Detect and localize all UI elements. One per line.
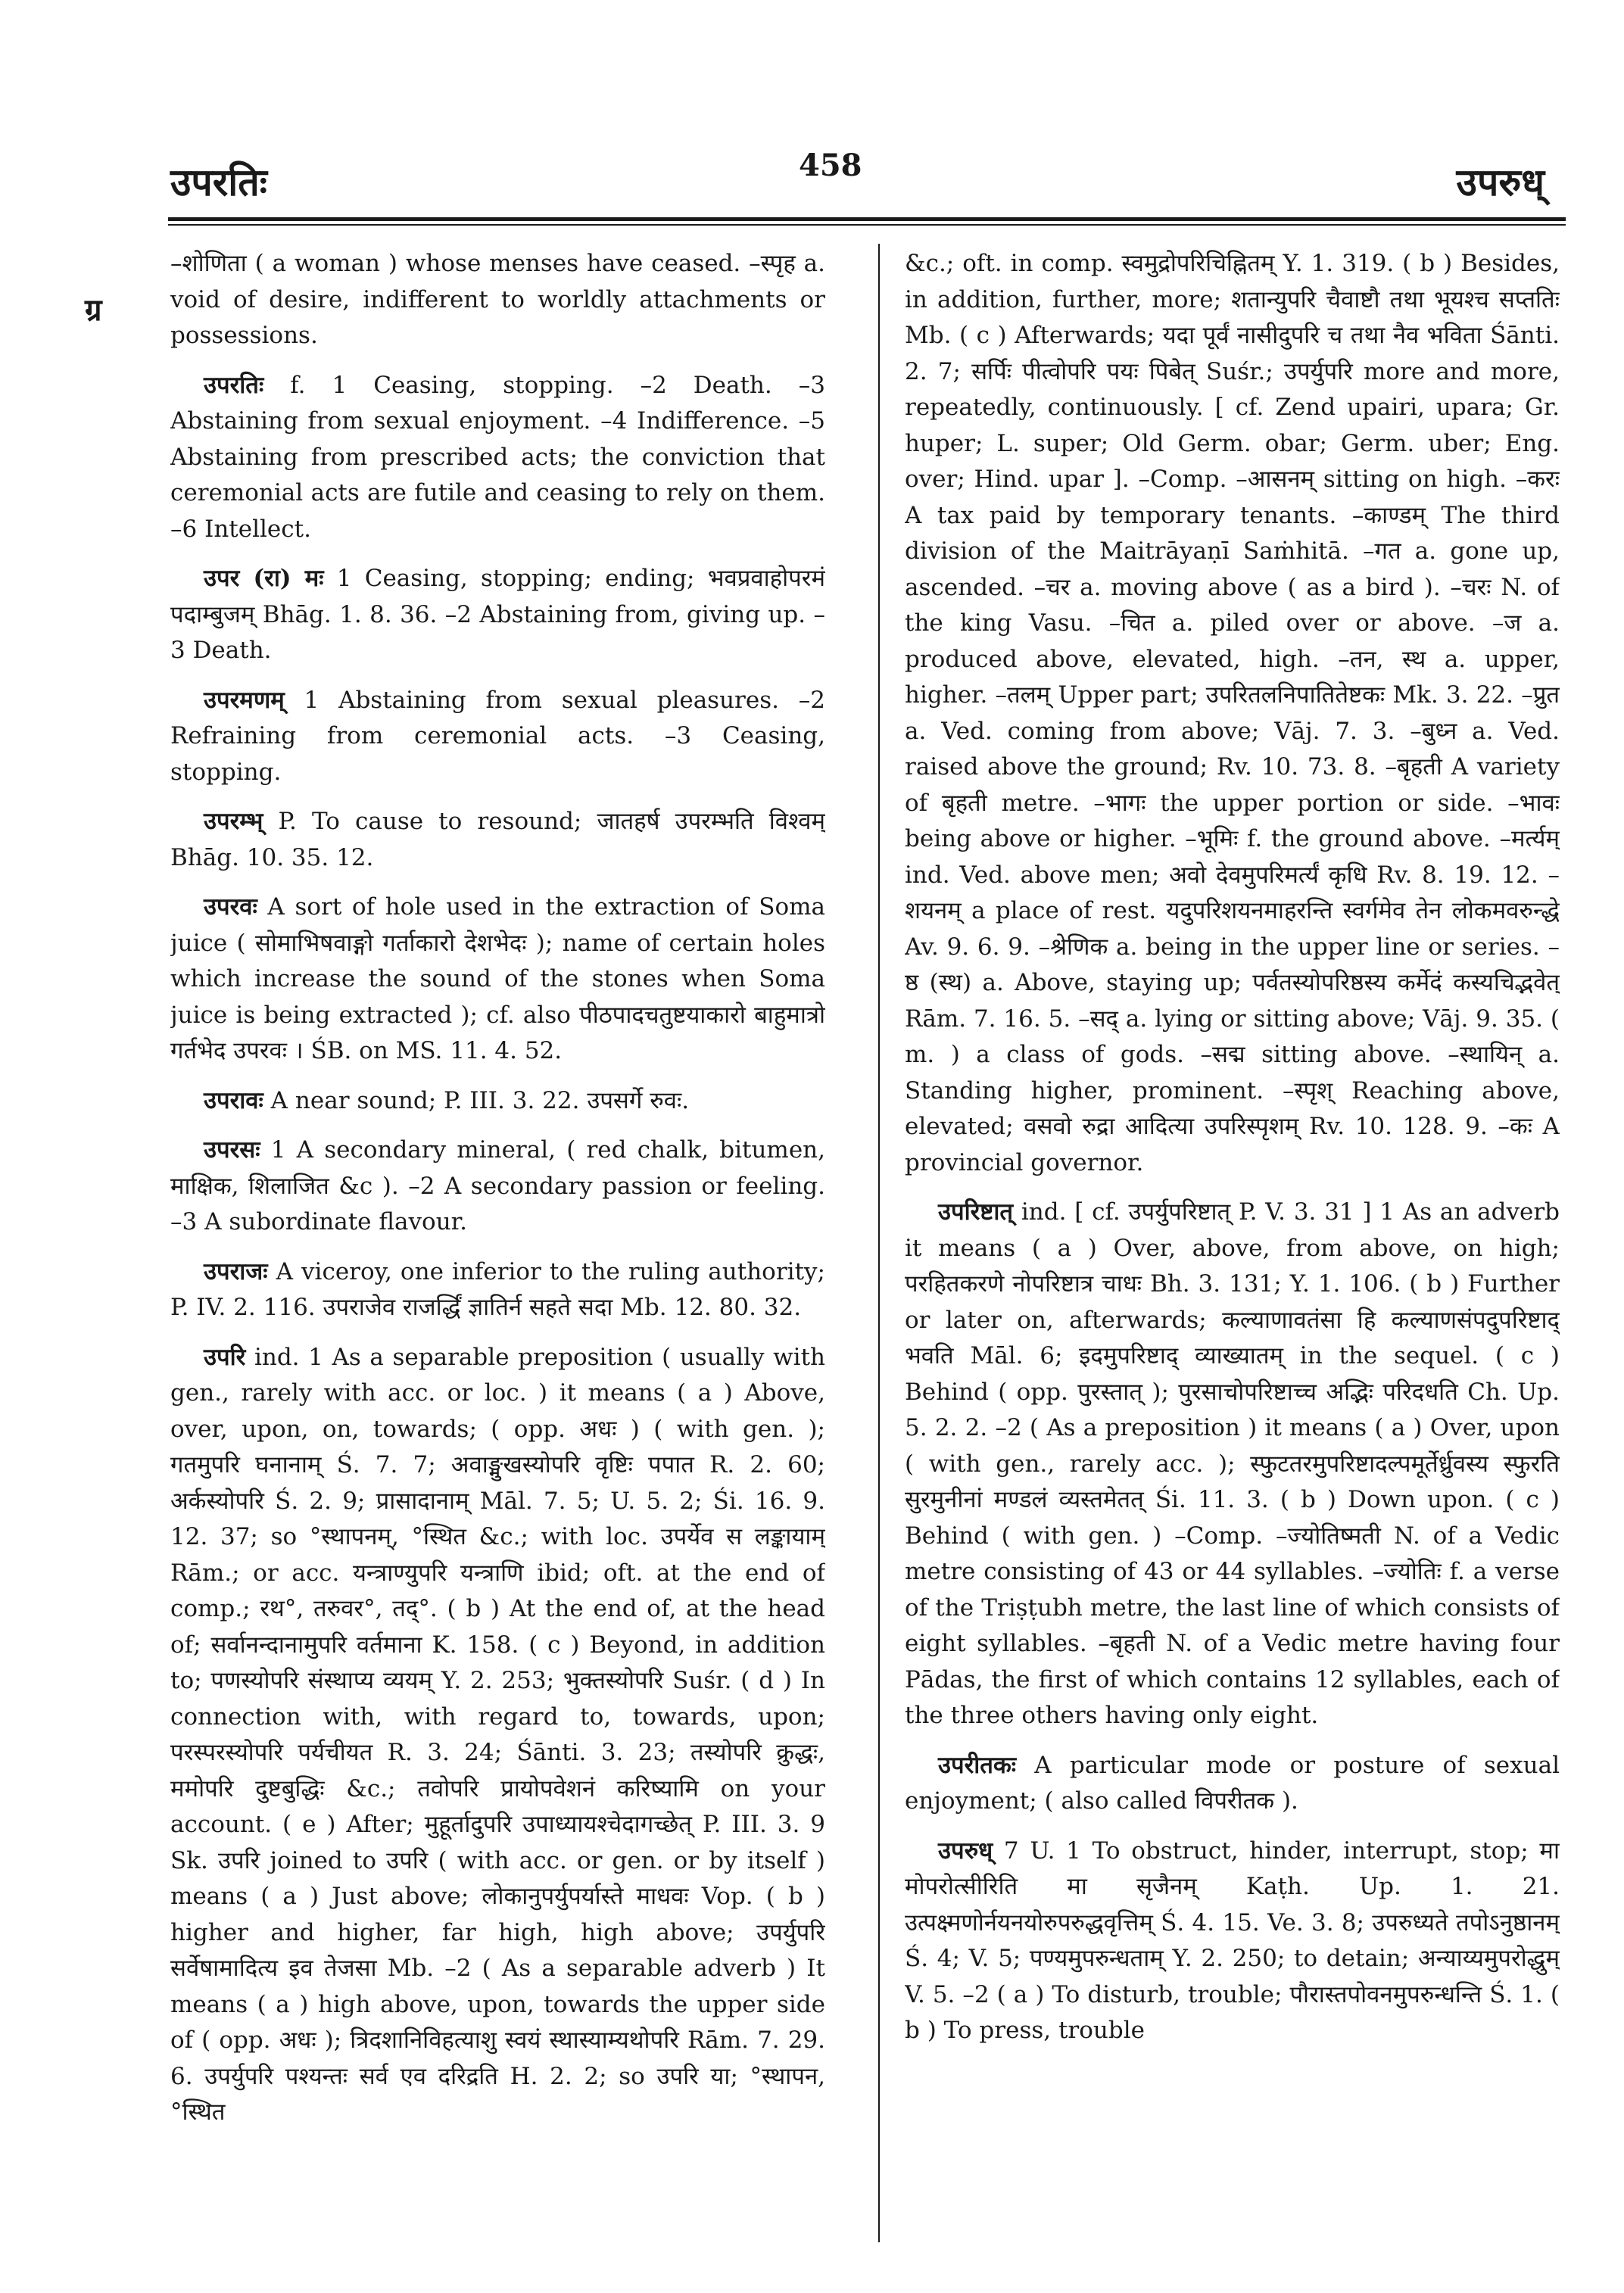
entry-definition: 1 A secondary mineral, ( red chalk, bitumen, माक्षिक, शिलाजित &c ). –2 A secondary passion or feeling. –3 A subordinate flavour. — [170, 1136, 825, 1235]
right-column — [905, 246, 1560, 2252]
dictionary-entry — [905, 1748, 1560, 1820]
left-column — [170, 246, 825, 2252]
entry-definition: 1 Ceasing, stopping; ending; भवप्रवाहोपरमं पदाम्बुजम् Bhāg. 1. 8. 36. –2 Abstaining from, giving up. –3 Death. — [170, 565, 825, 664]
entry-headword: उपर (रा) मः — [204, 565, 324, 592]
entry-definition: A particular mode or posture of sexual enjoyment; ( also called विपरीतक ). — [905, 1751, 1560, 1815]
entry-headword: उपरमणम् — [204, 686, 285, 714]
page-number: 458 — [799, 148, 862, 183]
entry-headword: उपरि — [204, 1343, 246, 1371]
entry-headword: उपरावः — [204, 1086, 263, 1114]
header-rule-thin — [168, 224, 1566, 226]
dictionary-entry — [905, 1833, 1560, 2049]
entry-headword: उपरीतकः — [938, 1751, 1017, 1779]
entry-definition: ind. 1 As a separable preposition ( usually with gen., rarely with acc. or loc. ) it means ( a ) Above, over, upon, on, towards; ( opp. अधः ) ( with gen. ); गतमुपरि घनानाम् Ś. 7. 7; अवाङ्मुखस्योपरि वृष्टिः पपात R. 2. 60; अर्कस्योपरि Ś. 2. 9; प्रासादानाम् Māl. 7. 5; U. 5. 2; Śi. 16. 9. 12. 37; so °स्थापनम्, °स्थित &c.; with loc. उपर्येव स लङ्कायाम् Rām.; or acc. यन्त्राण्युपरि यन्त्राणि ibid; oft. at the end of comp.; रथ°, तरुवर°, तद्°. ( b ) At the end of, at the head of; सर्वानन्दानामुपरि वर्तमाना K. 158. ( c ) Beyond, in addition to; पणस्योपरि संस्थाप्य व्ययम् Y. 2. 253; भुक्तस्योपरि Suśr. ( d ) In connection with, with regard to, towards, upon; परस्परस्योपरि पर्यचीयत R. 3. 24; Śānti. 3. 23; तस्योपरि क्रुद्धः, ममोपरि दुष्टबुद्धिः &c.; तवोपरि प्रायोपवेशनं करिष्यामि on your account. ( e ) After; मुहूर्तादुपरि उपाध्यायश्चेदागच्छेत् P. III. 3. 9 Sk. उपरि joined to उपरि ( with acc. or gen. or by itself ) means ( a ) Just above; लोकानुपर्युपर्यास्ते माधवः Vop. ( b ) higher and higher, far high, high above; उपर्युपरि सर्वेषामादित्य इव तेजसा Mb. –2 ( As a separable adverb ) It means ( a ) high above, upon, towards the upper side of ( opp. अधः ); त्रिदशानिविहत्याशु स्वयं स्थास्याम्यथोपरि Rām. 7. 29. 6. उपर्युपरि पश्यन्तः सर्व एव दरिद्रति H. 2. 2; so उपरि या; °स्थापन, °स्थित — [170, 1343, 825, 2126]
dictionary-entry — [170, 1132, 825, 1241]
entry-definition: A viceroy, one inferior to the ruling authority; P. IV. 2. 116. उपराजेव राजर्द्धिं ज्ञातिर्न सहते सदा Mb. 12. 80. 32. — [170, 1257, 825, 1321]
margin-stamp: ग्र — [85, 292, 102, 328]
dictionary-entry — [170, 1254, 825, 1326]
entry-headword: उपरसः — [204, 1136, 260, 1164]
entry-definition: A near sound; P. III. 3. 22. उपसर्गे रुवः. — [263, 1086, 690, 1114]
entry-definition: f. 1 Ceasing, stopping. –2 Death. –3 Abstaining from sexual enjoyment. –4 Indifference. –5 Abstaining from prescribed acts; the conviction that ceremonial acts are futile and ceasing to rely on them. –6 Intellect. — [170, 371, 825, 543]
entry-definition: A sort of hole used in the extraction of Soma juice ( सोमाभिषवाङ्गो गर्ताकारो देशभेदः ); name of certain holes which increase the sound of the stones when Soma juice is being extracted ); cf. also पीठपादचतुष्टयाकारो बाहुमात्रो गर्तभेद उपरवः । ŚB. on MS. 11. 4. 52. — [170, 893, 825, 1064]
dictionary-entry — [170, 1340, 825, 2131]
entry-definition: P. To cause to resound; जातहर्ष उपरम्भति विश्वम् Bhāg. 10. 35. 12. — [170, 808, 825, 871]
page-header — [0, 0, 1624, 227]
dictionary-entry — [170, 1083, 825, 1120]
dictionary-entry — [170, 368, 825, 548]
entry-headword: उपराजः — [204, 1257, 268, 1285]
dictionary-entry — [905, 1195, 1560, 1734]
entry-definition: –शोणिता ( a woman ) whose menses have ceased. –स्पृह a. void of desire, indifferent to worldly attachments or possessions. — [170, 250, 825, 349]
entry-definition: 1 Abstaining from sexual pleasures. –2 Refraining from ceremonial acts. –3 Ceasing, stopping. — [170, 686, 825, 786]
entry-headword: उपरुध् — [938, 1837, 993, 1865]
dictionary-entry — [170, 889, 825, 1070]
entry-headword: उपरतिः — [204, 371, 264, 399]
column-separator — [878, 244, 880, 2242]
entry-definition: 7 U. 1 To obstruct, hinder, interrupt, stop; मा मोपरोत्सीरिति मा सृजैनम् Kaṭh. Up. 1. 21. उत्पक्ष्मणोर्नयनयोरुपरुद्धवृत्तिम् Ś. 4. 15. Ve. 3. 8; उपरुध्यते तपोऽनुष्ठानम् Ś. 4; V. 5; पण्यमुपरुन्धताम् Y. 2. 250; to detain; अन्याय्यमुपरोद्धुम् V. 5. –2 ( a ) To disturb, trouble; पौरास्तपोवनमुपरुन्धन्ति Ś. 1. ( b ) To press, trouble — [905, 1837, 1560, 2044]
entry-headword: उपरिष्टात् — [938, 1198, 1014, 1226]
entry-definition: &c.; oft. in comp. स्वमुद्रोपरिचिह्नितम् Y. 1. 319. ( b ) Besides, in addition, further, more; शतान्युपरि चैवाष्टौ तथा भूयश्च सप्ततिः Mb. ( c ) Afterwards; यदा पूर्वं नासीदुपरि च तथा नैव भविता Śānti. 2. 7; सर्पिः पीत्वोपरि पयः पिबेत् Suśr.; उपर्युपरि more and more, repeatedly, continuously. [ cf. Zend upairi, upara; Gr. huper; L. super; Old Germ. obar; Germ. uber; Eng. over; Hind. upar ]. –Comp. –आसनम् sitting on high. –करः A tax paid by temporary tenants. –काण्डम् The third division of the Maitrāyaṇī Saṁhitā. –गत a. gone up, ascended. –चर a. moving above ( as a bird ). –चरः N. of the king Vasu. –चित a. piled over or above. –ज a. produced above, elevated, high. –तन, स्थ a. upper, higher. –तलम् Upper part; उपरितलनिपातितेष्टकः Mk. 3. 22. –प्रुत a. Ved. coming from above; Vāj. 7. 3. –बुध्न a. Ved. raised above the ground; Rv. 10. 73. 8. –बृहती A variety of बृहती metre. –भागः the upper portion or side. –भावः being above or higher. –भूमिः f. the ground above. –मर्त्यम् ind. Ved. above men; अवो देवमुपरिमर्त्यं कृधि Rv. 8. 19. 12. –शयनम् a place of rest. यदुपरिशयनमाहरन्ति स्वर्गमेव तेन लोकमवरुन्द्धे Av. 9. 6. 9. –श्रेणिक a. being in the upper line or series. –ष्ठ (स्थ) a. Above, staying up; पर्वतस्योपरिष्ठस्य कर्मेदं कस्यचिद्भवेत् Rām. 7. 16. 5. –सद् a. lying or sitting above; Vāj. 9. 35. ( m. ) a class of gods. –सद्म sitting above. –स्थायिन् a. Standing higher, prominent. –स्पृश् Reaching above, elevated; वसवो रुद्रा आदित्या उपरिस्पृशम् Rv. 10. 128. 9. –कः A provincial governor. — [905, 250, 1560, 1176]
entry-headword: उपरम्भ् — [204, 808, 263, 835]
entry-headword: उपरवः — [204, 893, 257, 921]
left-headword: उपरतिः — [170, 160, 267, 204]
header-rule-thick — [168, 217, 1566, 221]
dictionary-entry — [170, 804, 825, 876]
dictionary-entry — [170, 561, 825, 669]
dictionary-entry — [905, 246, 1560, 1181]
dictionary-entry — [170, 246, 825, 354]
dictionary-entry — [170, 683, 825, 791]
right-headword: उपरुध् — [1456, 160, 1545, 204]
entry-definition: ind. [ cf. उपर्युपरिष्टात् P. V. 3. 31 ] 1 As an adverb it means ( a ) Over, above, from above, on high; परहितकरणे नोपरिष्टात्र चाधः Bh. 3. 131; Y. 1. 106. ( b ) Further or later on, afterwards; कल्याणावतंसा हि कल्याणसंपदुपरिष्टाद् भवति Māl. 6; इदमुपरिष्टाद् व्याख्यातम् in the sequel. ( c ) Behind ( opp. पुरस्तात् ); पुरसाचोपरिष्टाच्च अद्भिः परिदधति Ch. Up. 5. 2. 2. –2 ( As a preposition ) it means ( a ) Over, upon ( with gen., rarely acc. ); स्फुटतरमुपरिष्टादल्पमूर्तेर्ध्रुवस्य स्फुरति सुरमुनीनां मण्डलं व्यस्तमेतत् Śi. 11. 3. ( b ) Down upon. ( c ) Behind ( with gen. ) –Comp. –ज्योतिष्मती N. of a Vedic metre consisting of 43 or 44 syllables. –ज्योतिः f. a verse of the Triṣṭubh metre, the last line of which consists of eight syllables. –बृहती N. of a Vedic metre having four Pādas, the first of which contains 12 syllables, each of the three others having only eight. — [905, 1198, 1560, 1729]
